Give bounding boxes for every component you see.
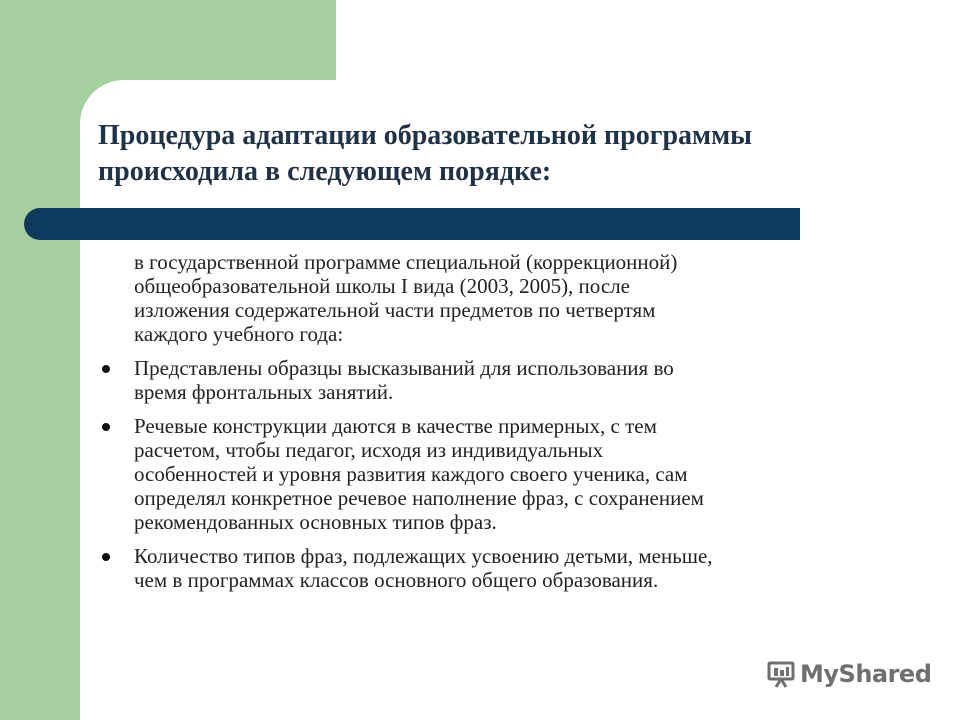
slide-body xyxy=(100,250,900,602)
title-divider-bar xyxy=(24,208,800,240)
intro-paragraph xyxy=(100,250,900,346)
bullet-item xyxy=(100,414,900,534)
slide-title xyxy=(98,118,918,190)
bullet-line: определял конкретное речевое наполнение фраз, с сохранением xyxy=(134,486,704,510)
title-line: Процедура адаптации образовательной программы xyxy=(98,120,753,151)
bullet-dot-icon xyxy=(102,553,110,561)
intro-line: изложения содержательной части предметов по четвертям xyxy=(134,298,656,322)
bullet-line: чем в программах классов основного общего образования. xyxy=(134,568,659,592)
bullet-item xyxy=(100,356,900,404)
bullet-line: Представлены образцы высказываний для использования во xyxy=(134,356,674,380)
bullet-line: время фронтальных занятий. xyxy=(134,380,394,404)
bullet-line: Количество типов фраз, подлежащих усвоению детьми, меньше, xyxy=(134,544,713,568)
myshared-watermark[interactable] xyxy=(766,656,931,692)
intro-line: общеобразовательной школы I вида (2003, 2005), после xyxy=(134,274,630,298)
intro-line: каждого учебного года: xyxy=(134,322,344,346)
watermark-text: MyShared xyxy=(800,660,932,688)
bullet-dot-icon xyxy=(102,423,110,431)
intro-line: в государственной программе специальной (коррекционной) xyxy=(134,250,678,274)
bullet-line: Речевые конструкции даются в качестве примерных, с тем xyxy=(134,414,657,438)
bullet-line: расчетом, чтобы педагог, исходя из индивидуальных xyxy=(134,438,604,462)
bullet-item xyxy=(100,544,900,592)
bullet-dot-icon xyxy=(102,365,110,373)
title-line: происходила в следующем порядке: xyxy=(98,156,552,187)
presentation-board-icon xyxy=(766,660,796,688)
bullet-line: рекомендованных основных типов фраз. xyxy=(134,510,497,534)
bullet-line: особенностей и уровня развития каждого своего ученика, сам xyxy=(134,462,688,486)
